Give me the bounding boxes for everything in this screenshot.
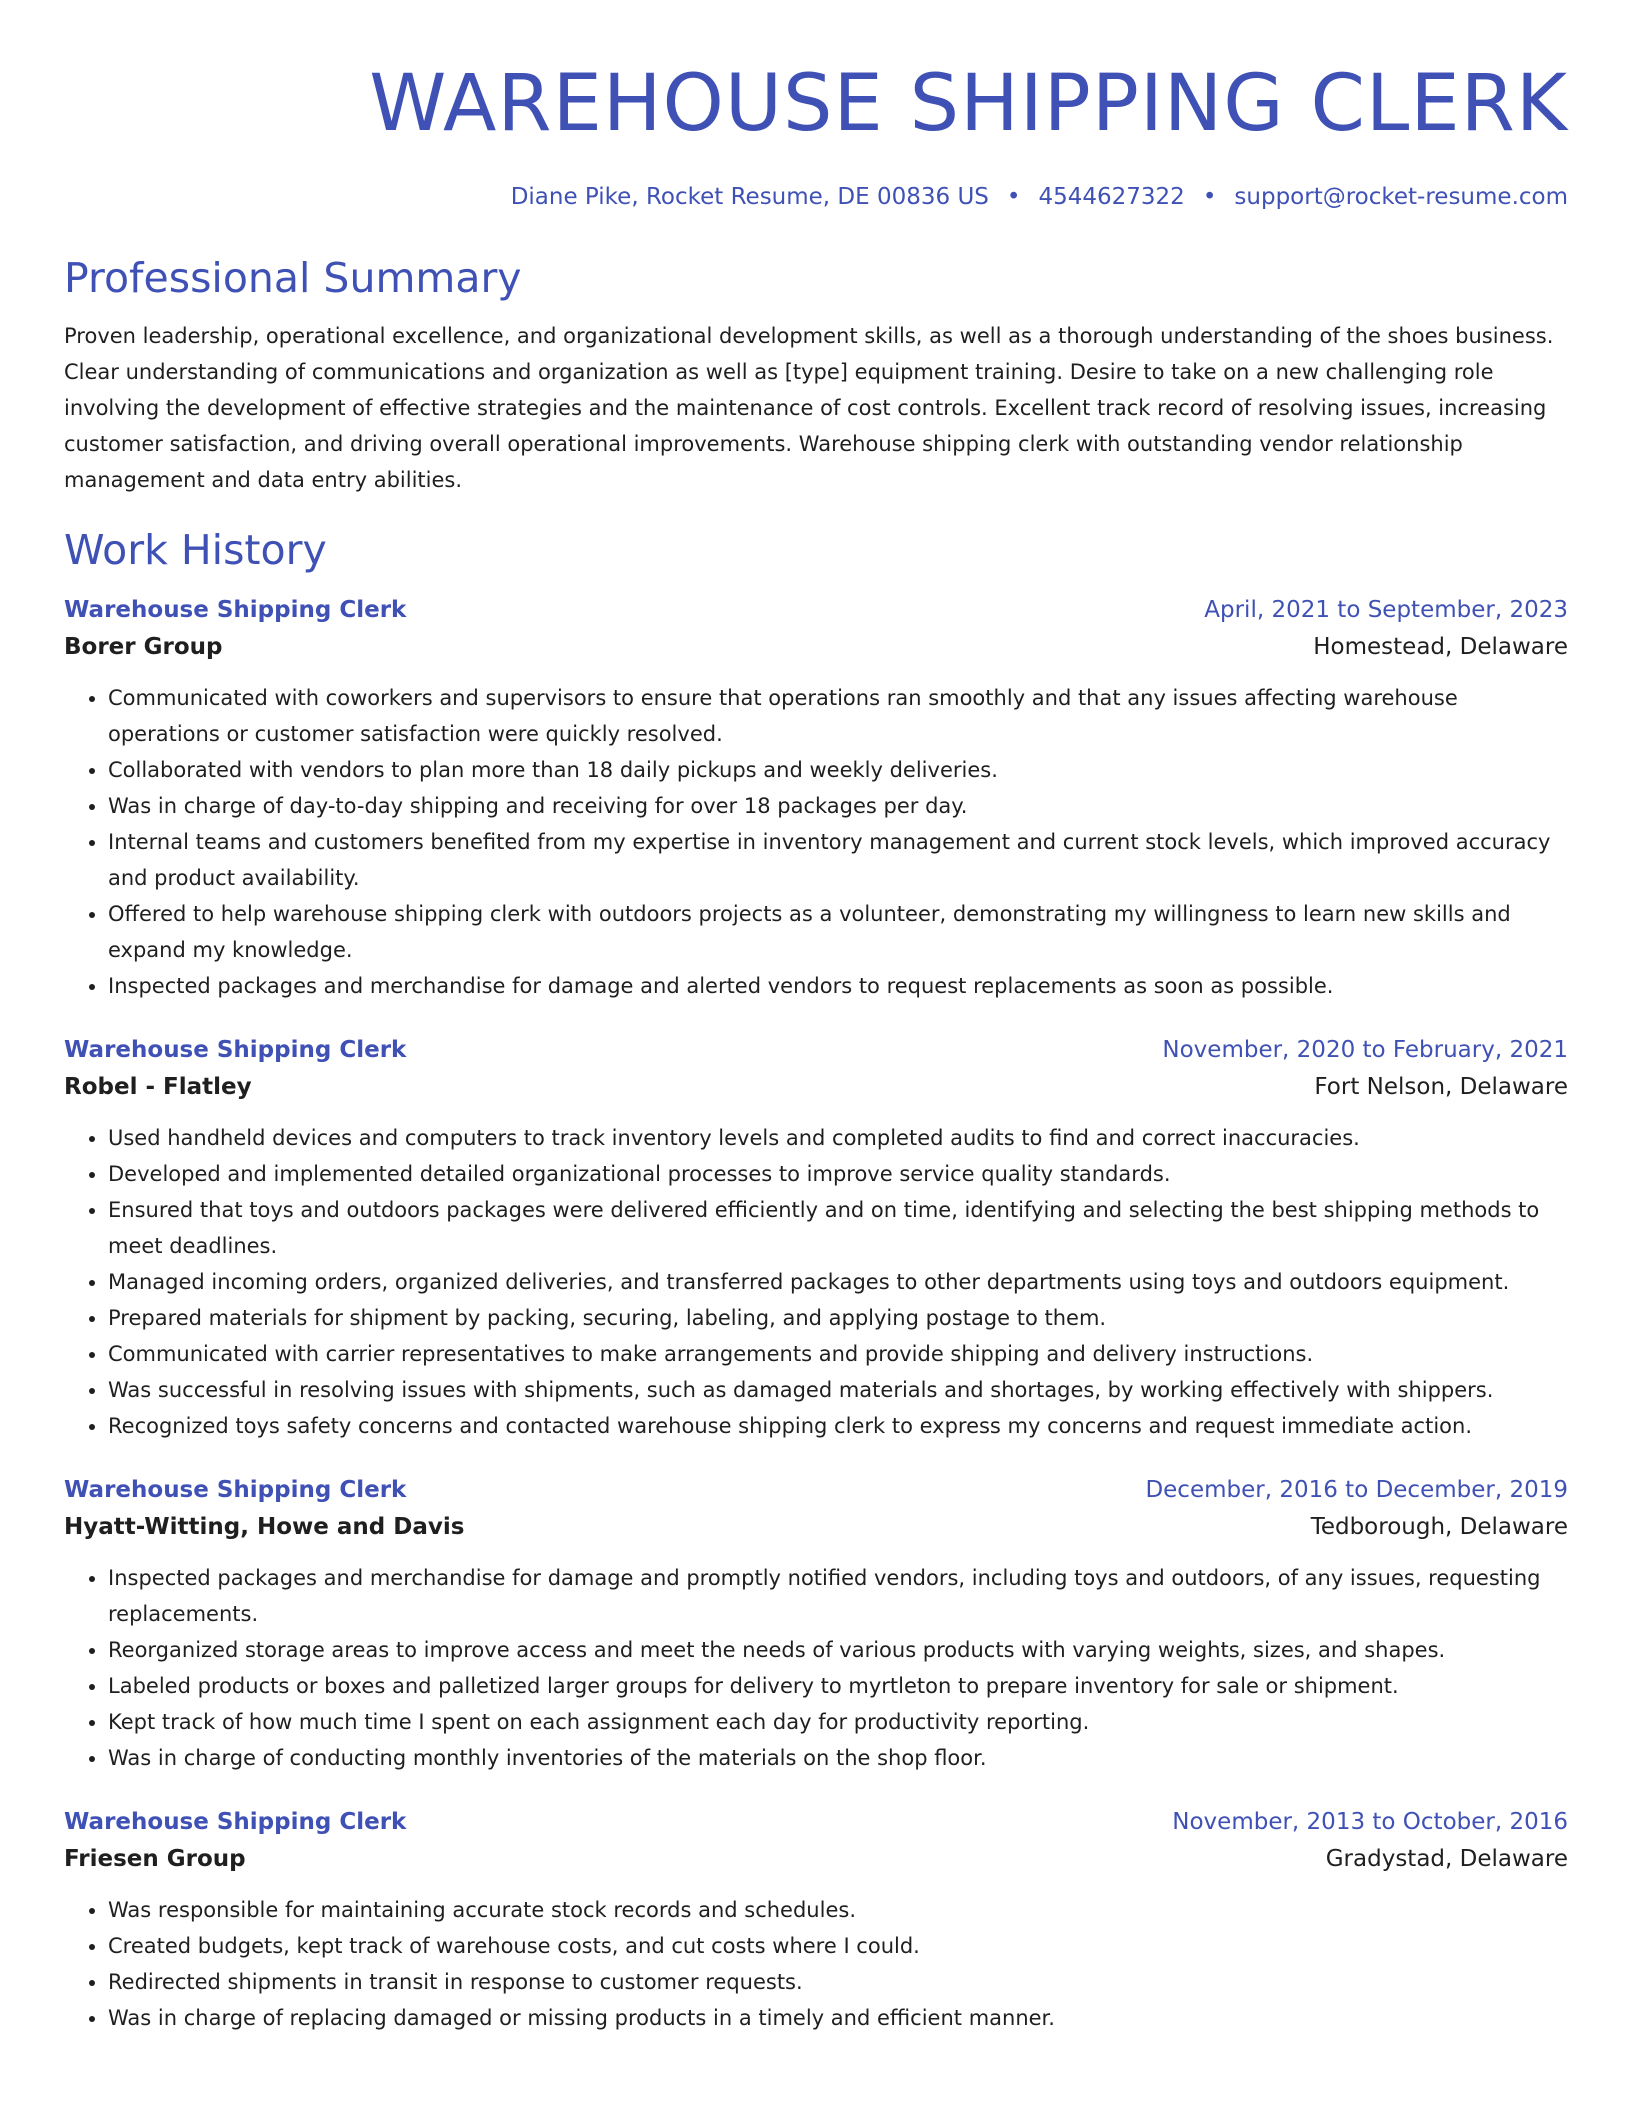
contact-separator: • <box>1006 184 1021 210</box>
job-dates: April, 2021 to September, 2023 <box>1204 597 1568 623</box>
job-company: Friesen Group <box>64 1846 246 1872</box>
resume-title: WAREHOUSE SHIPPING CLERK <box>369 59 1568 149</box>
job-title: Warehouse Shipping Clerk <box>64 1477 407 1503</box>
job-dates: December, 2016 to December, 2019 <box>1145 1477 1568 1503</box>
job-title: Warehouse Shipping Clerk <box>64 1809 407 1835</box>
job-bullet: • Inspected packages and merchandise for damage and promptly notified vendors, including toys and outdoors, of any issues, requesting replacements. <box>108 1560 1568 1632</box>
job-bullet: • Labeled products or boxes and palletized larger groups for delivery to myrtleton to prepare inventory for sale or shipment. <box>108 1668 1568 1704</box>
job-title-row <box>64 1804 1568 1840</box>
job-bullet: • Created budgets, kept track of warehouse costs, and cut costs where I could. <box>108 1928 1568 1964</box>
job-company: Robel - Flatley <box>64 1074 252 1100</box>
job-location: Tedborough, Delaware <box>1310 1514 1568 1540</box>
job-bullet: • Redirected shipments in transit in response to customer requests. <box>108 1964 1568 2000</box>
job-bullet: • Was in charge of day-to-day shipping and receiving for over 18 packages per day. <box>108 788 1568 824</box>
job-bullet: • Prepared materials for shipment by packing, securing, labeling, and applying postage to them. <box>108 1300 1568 1336</box>
contact-line <box>64 182 1568 212</box>
job-location: Gradystad, Delaware <box>1325 1846 1568 1872</box>
contact-address: Diane Pike, Rocket Resume, DE 00836 US <box>510 184 989 210</box>
job-bullet: • Developed and implemented detailed organizational processes to improve service quality standards. <box>108 1156 1568 1192</box>
job-entry <box>64 1032 1568 1444</box>
job-company: Hyatt-Witting, Howe and Davis <box>64 1514 465 1540</box>
job-dates: November, 2020 to February, 2021 <box>1162 1037 1568 1063</box>
job-bullet: • Was successful in resolving issues with shipments, such as damaged materials and shortages, by working effectively with shippers. <box>108 1372 1568 1408</box>
job-title: Warehouse Shipping Clerk <box>64 597 407 623</box>
job-bullets <box>64 1560 1568 1776</box>
job-bullets <box>64 1120 1568 1444</box>
job-location: Homestead, Delaware <box>1313 634 1568 660</box>
contact-separator: • <box>1202 184 1217 210</box>
job-bullet: • Communicated with carrier representatives to make arrangements and provide shipping and delivery instructions. <box>108 1336 1568 1372</box>
job-bullet: • Inspected packages and merchandise for damage and alerted vendors to request replacements as soon as possible. <box>108 968 1568 1004</box>
job-bullet: • Recognized toys safety concerns and contacted warehouse shipping clerk to express my concerns and request immediate action. <box>108 1408 1568 1444</box>
job-entry <box>64 592 1568 1004</box>
job-company: Borer Group <box>64 634 223 660</box>
job-title-row <box>64 592 1568 628</box>
job-bullets <box>64 1892 1568 2036</box>
job-bullet: • Collaborated with vendors to plan more than 18 daily pickups and weekly deliveries. <box>108 752 1568 788</box>
job-entry <box>64 1472 1568 1776</box>
job-company-row <box>64 628 1568 666</box>
job-company-row <box>64 1508 1568 1546</box>
work-history-heading: Work History <box>64 526 327 574</box>
job-location: Fort Nelson, Delaware <box>1314 1074 1568 1100</box>
job-bullet: • Was in charge of replacing damaged or missing products in a timely and efficient manner. <box>108 2000 1568 2036</box>
job-company-row <box>64 1840 1568 1878</box>
summary-text: Proven leadership, operational excellence, and organizational development skills, as well as a thorough understanding of the shoes business. Clear understanding of communications and organization as well as [type] equipment training. Desire to take on a new challenging role involving the development of effective strategies and the maintenance of cost controls. Excellent track record of resolving issues, increasing customer satisfaction, and driving overall operational improvements. Warehouse shipping clerk with outstanding vendor relationship management and data entry abilities. <box>64 324 1554 492</box>
job-entry <box>64 1804 1568 2036</box>
job-bullet: • Offered to help warehouse shipping clerk with outdoors projects as a volunteer, demonstrating my willingness to learn new skills and expand my knowledge. <box>108 896 1568 968</box>
summary-heading: Professional Summary <box>64 254 522 302</box>
resume-header <box>64 0 1568 212</box>
job-bullet: • Was responsible for maintaining accurate stock records and schedules. <box>108 1892 1568 1928</box>
job-bullet: • Managed incoming orders, organized deliveries, and transferred packages to other departments using toys and outdoors equipment. <box>108 1264 1568 1300</box>
job-bullet: • Ensured that toys and outdoors packages were delivered efficiently and on time, identifying and selecting the best shipping methods to meet deadlines. <box>108 1192 1568 1264</box>
job-bullets <box>64 680 1568 1004</box>
job-title: Warehouse Shipping Clerk <box>64 1037 407 1063</box>
job-company-row <box>64 1068 1568 1106</box>
job-dates: November, 2013 to October, 2016 <box>1172 1809 1568 1835</box>
job-bullet: • Reorganized storage areas to improve access and meet the needs of various products with varying weights, sizes, and shapes. <box>108 1632 1568 1668</box>
contact-email[interactable]: support@rocket-resume.com <box>1234 184 1568 210</box>
contact-phone: 4544627322 <box>1038 184 1185 210</box>
job-bullet: • Kept track of how much time I spent on each assignment each day for productivity reporting. <box>108 1704 1568 1740</box>
job-title-row <box>64 1472 1568 1508</box>
job-bullet: • Was in charge of conducting monthly inventories of the materials on the shop floor. <box>108 1740 1568 1776</box>
work-history-section <box>64 524 1568 2036</box>
job-bullet: • Communicated with coworkers and supervisors to ensure that operations ran smoothly and that any issues affecting warehouse operations or customer satisfaction were quickly resolved. <box>108 680 1568 752</box>
job-bullet: • Internal teams and customers benefited from my expertise in inventory management and current stock levels, which improved accuracy and product availability. <box>108 824 1568 896</box>
professional-summary-section <box>64 252 1568 498</box>
job-bullet: • Used handheld devices and computers to track inventory levels and completed audits to find and correct inaccuracies. <box>108 1120 1568 1156</box>
job-title-row <box>64 1032 1568 1068</box>
